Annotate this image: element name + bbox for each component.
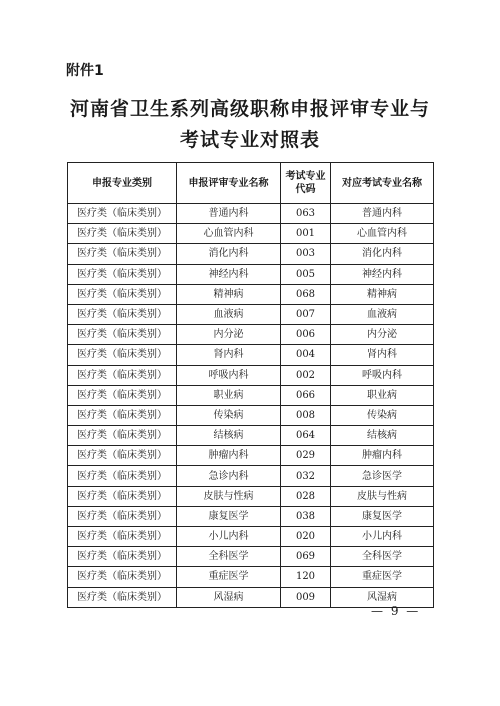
attachment-label: 附件1 bbox=[66, 63, 104, 79]
header-exam-specialty: 对应考试专业名称 bbox=[331, 163, 434, 204]
specialty-mapping-table bbox=[67, 162, 434, 608]
cell-category: 医疗类（临床类别） bbox=[68, 587, 177, 607]
cell-review-specialty: 血液病 bbox=[177, 304, 281, 324]
cell-category: 医疗类（临床类别） bbox=[68, 527, 177, 547]
table-row bbox=[68, 446, 434, 466]
table-row bbox=[68, 547, 434, 567]
cell-review-specialty: 结核病 bbox=[177, 426, 281, 446]
cell-exam-specialty: 肿瘤内科 bbox=[331, 446, 434, 466]
cell-category: 医疗类（临床类别） bbox=[68, 284, 177, 304]
cell-review-specialty: 消化内科 bbox=[177, 244, 281, 264]
cell-review-specialty: 肿瘤内科 bbox=[177, 446, 281, 466]
cell-exam-code: 066 bbox=[281, 385, 331, 405]
document-title-line-1: 河南省卫生系列高级职称申报评审专业与 bbox=[69, 98, 430, 120]
cell-exam-specialty: 普通内科 bbox=[331, 204, 434, 224]
table-row bbox=[68, 304, 434, 324]
cell-exam-code: 029 bbox=[281, 446, 331, 466]
cell-review-specialty: 普通内科 bbox=[177, 204, 281, 224]
table-row bbox=[68, 244, 434, 264]
cell-exam-code: 007 bbox=[281, 304, 331, 324]
cell-exam-specialty: 结核病 bbox=[331, 426, 434, 446]
cell-exam-code: 032 bbox=[281, 466, 331, 486]
table-header-row bbox=[68, 163, 434, 204]
cell-category: 医疗类（临床类别） bbox=[68, 506, 177, 526]
cell-exam-specialty: 内分泌 bbox=[331, 325, 434, 345]
cell-review-specialty: 康复医学 bbox=[177, 506, 281, 526]
table-row bbox=[68, 204, 434, 224]
table-row bbox=[68, 506, 434, 526]
table-row bbox=[68, 527, 434, 547]
cell-exam-code: 009 bbox=[281, 587, 331, 607]
table-row bbox=[68, 486, 434, 506]
cell-category: 医疗类（临床类别） bbox=[68, 204, 177, 224]
table-body bbox=[68, 204, 434, 608]
cell-category: 医疗类（临床类别） bbox=[68, 304, 177, 324]
table-row bbox=[68, 365, 434, 385]
cell-exam-specialty: 皮肤与性病 bbox=[331, 486, 434, 506]
cell-exam-code: 006 bbox=[281, 325, 331, 345]
header-exam-code: 考试专业代码 bbox=[281, 163, 331, 204]
cell-category: 医疗类（临床类别） bbox=[68, 325, 177, 345]
table-row bbox=[68, 426, 434, 446]
cell-category: 医疗类（临床类别） bbox=[68, 547, 177, 567]
cell-exam-specialty: 风湿病 bbox=[331, 587, 434, 607]
table-row bbox=[68, 345, 434, 365]
table-row bbox=[68, 466, 434, 486]
cell-review-specialty: 心血管内科 bbox=[177, 224, 281, 244]
cell-category: 医疗类（临床类别） bbox=[68, 567, 177, 587]
header-review-specialty: 申报评审专业名称 bbox=[177, 163, 281, 204]
cell-exam-code: 003 bbox=[281, 244, 331, 264]
table-row bbox=[68, 385, 434, 405]
cell-exam-code: 063 bbox=[281, 204, 331, 224]
table-row bbox=[68, 264, 434, 284]
cell-exam-specialty: 神经内科 bbox=[331, 264, 434, 284]
cell-category: 医疗类（临床类别） bbox=[68, 405, 177, 425]
cell-review-specialty: 传染病 bbox=[177, 405, 281, 425]
cell-category: 医疗类（临床类别） bbox=[68, 264, 177, 284]
cell-exam-code: 020 bbox=[281, 527, 331, 547]
cell-exam-specialty: 呼吸内科 bbox=[331, 365, 434, 385]
cell-review-specialty: 皮肤与性病 bbox=[177, 486, 281, 506]
cell-category: 医疗类（临床类别） bbox=[68, 365, 177, 385]
cell-exam-specialty: 全科医学 bbox=[331, 547, 434, 567]
cell-category: 医疗类（临床类别） bbox=[68, 426, 177, 446]
cell-exam-specialty: 精神病 bbox=[331, 284, 434, 304]
cell-exam-specialty: 小儿内科 bbox=[331, 527, 434, 547]
cell-exam-specialty: 重症医学 bbox=[331, 567, 434, 587]
cell-exam-code: 038 bbox=[281, 506, 331, 526]
cell-review-specialty: 重症医学 bbox=[177, 567, 281, 587]
cell-exam-code: 028 bbox=[281, 486, 331, 506]
document-title-line-2: 考试专业对照表 bbox=[179, 129, 320, 151]
header-category: 申报专业类别 bbox=[68, 163, 177, 204]
cell-exam-specialty: 肾内科 bbox=[331, 345, 434, 365]
cell-review-specialty: 神经内科 bbox=[177, 264, 281, 284]
cell-exam-code: 004 bbox=[281, 345, 331, 365]
cell-exam-code: 069 bbox=[281, 547, 331, 567]
cell-review-specialty: 小儿内科 bbox=[177, 527, 281, 547]
cell-exam-code: 008 bbox=[281, 405, 331, 425]
cell-exam-code: 002 bbox=[281, 365, 331, 385]
cell-exam-specialty: 急诊医学 bbox=[331, 466, 434, 486]
cell-category: 医疗类（临床类别） bbox=[68, 244, 177, 264]
cell-review-specialty: 内分泌 bbox=[177, 325, 281, 345]
cell-category: 医疗类（临床类别） bbox=[68, 345, 177, 365]
cell-exam-code: 064 bbox=[281, 426, 331, 446]
table-row bbox=[68, 567, 434, 587]
page-number: — 9 — bbox=[371, 604, 421, 618]
cell-review-specialty: 精神病 bbox=[177, 284, 281, 304]
cell-review-specialty: 肾内科 bbox=[177, 345, 281, 365]
cell-category: 医疗类（临床类别） bbox=[68, 385, 177, 405]
cell-exam-specialty: 传染病 bbox=[331, 405, 434, 425]
cell-exam-code: 001 bbox=[281, 224, 331, 244]
cell-exam-specialty: 职业病 bbox=[331, 385, 434, 405]
cell-exam-specialty: 康复医学 bbox=[331, 506, 434, 526]
cell-exam-specialty: 消化内科 bbox=[331, 244, 434, 264]
table-row bbox=[68, 284, 434, 304]
table-row bbox=[68, 405, 434, 425]
cell-review-specialty: 风湿病 bbox=[177, 587, 281, 607]
table-row bbox=[68, 325, 434, 345]
cell-exam-code: 120 bbox=[281, 567, 331, 587]
cell-exam-specialty: 心血管内科 bbox=[331, 224, 434, 244]
cell-review-specialty: 急诊内科 bbox=[177, 466, 281, 486]
cell-review-specialty: 职业病 bbox=[177, 385, 281, 405]
cell-review-specialty: 全科医学 bbox=[177, 547, 281, 567]
table-row bbox=[68, 224, 434, 244]
cell-category: 医疗类（临床类别） bbox=[68, 486, 177, 506]
cell-category: 医疗类（临床类别） bbox=[68, 446, 177, 466]
cell-review-specialty: 呼吸内科 bbox=[177, 365, 281, 385]
cell-exam-code: 005 bbox=[281, 264, 331, 284]
cell-category: 医疗类（临床类别） bbox=[68, 466, 177, 486]
cell-exam-specialty: 血液病 bbox=[331, 304, 434, 324]
cell-exam-code: 068 bbox=[281, 284, 331, 304]
cell-category: 医疗类（临床类别） bbox=[68, 224, 177, 244]
